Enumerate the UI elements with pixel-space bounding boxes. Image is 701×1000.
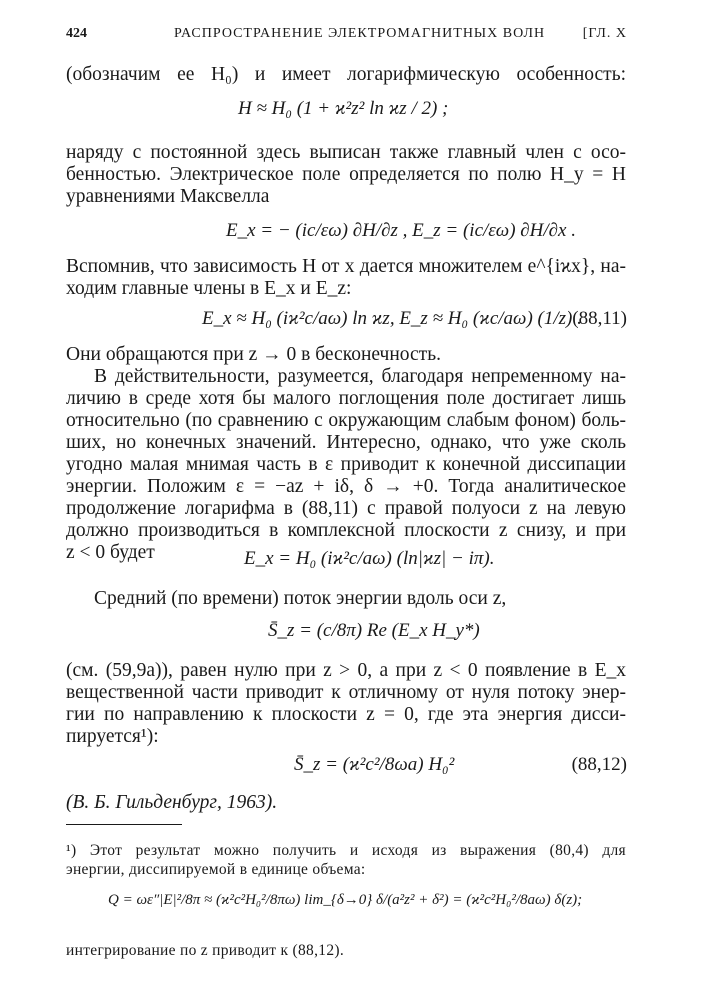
- text-line: z < 0 будет: [66, 542, 155, 563]
- equation-h-approx: H ≈ H₀ (1 + ϰ²z² ln ϰz / 2) ;: [238, 98, 449, 119]
- book-page: 424 РАСПРОСТРАНЕНИЕ ЭЛЕКТРОМАГНИТНЫХ ВОЛН [ГЛ. X (обозначим ее H₀) и имеет логарифмическую особенность: H ≈ H₀ (1 + ϰ²z² ln ϰz / 2) ; наряду с постоянной здесь выписан также главный член с осо- бенностью. Электрическое поле определяется по полю H_y = H уравнениями Максвелла E_x = − (ic/εω) ∂H/∂z , E_z = (ic/εω) ∂H/∂x . Вспомнив, что зависимость H от x дается множителем e^{iϰx}, на- ходим главные члены в E_x и E_z: E_x ≈ H₀ (iϰ²c/aω) ln ϰz, E_z ≈ H₀ (ϰc/aω) (1/z) . (88,11) Они обращаются при z → 0 в бесконечность. В действительности, разумеется, благодаря непременному на- личию в среде хотя бы малого поглощения поле достигает лишь относительно (по сравнению с окружающим слабым фоном) боль- ших, но конечных значений. Интересно, однако, что уже сколь угодно малая мнимая часть в ε приводит к конечной диссипации энергии. Положим ε = −az + iδ, δ → +0. Тогда аналитическое продолжение логарифма в (88,11) с правой полуоси z на левую должно производиться в комплексной плоскости z снизу, и при z < 0 будет E_x = H₀ (iϰ²c/aω) (ln|ϰz| − iπ). Средний (по времени) поток энергии вдоль оси z, S̄_z = (c/8π) Re (E_x H_y*) (см. (59,9а)), равен нулю при z > 0, а при z < 0 появление в E_x вещественной части приводит к отличному от нуля потоку энер- гии по направлению к плоскости z = 0, где эта энергия дисси- пируется¹): S̄_z = (ϰ²c²/8ωa) H₀² (88,12) (В. Б. Гильденбург, 1963). ¹) Этот результат можно получить и исходя из выражения (80,4) для энергии, диссипируемой в единице объема: Q = ωε″|E|²/8π ≈ (ϰ²c²H₀²/8πω) lim_{δ→0} δ/(a²z² + δ²) = (ϰ²c²H₀²/8aω) δ(z); интегрирование по z приводит к (88,12).: [0, 0, 701, 1000]
- equation-energy-flux: S̄_z = (c/8π) Re (E_x H_y*): [268, 620, 480, 641]
- equation-number: (88,12): [571, 754, 627, 775]
- running-title: РАСПРОСТРАНЕНИЕ ЭЛЕКТРОМАГНИТНЫХ ВОЛН: [174, 26, 546, 41]
- footnote-line: энергии, диссипируемой в единице объема:: [66, 861, 366, 878]
- text-line: относительно (по сравнению с окружающим слабым фоном) боль-: [66, 410, 626, 431]
- text-line: (см. (59,9а)), равен нулю при z > 0, а при z < 0 появление в E_x: [66, 660, 626, 681]
- equation-number: (88,11): [572, 308, 627, 329]
- text-line: Вспомнив, что зависимость H от x дается множителем e^{iϰx}, на-: [66, 256, 626, 277]
- text-line: энергии. Положим ε = −az + iδ, δ → +0. Тогда аналитическое: [66, 476, 626, 497]
- footnote-rule: [66, 824, 182, 825]
- text-line: В действительности, разумеется, благодаря непременному на-: [94, 366, 626, 387]
- text-line: (обозначим ее H₀) и имеет логарифмическую особенность:: [66, 64, 626, 85]
- equation-ex-continued: E_x = H₀ (iϰ²c/aω) (ln|ϰz| − iπ).: [244, 548, 495, 569]
- text-line: гии по направлению к плоскости z = 0, где эта энергия дисси-: [66, 704, 626, 725]
- text-line: угодно малая мнимая часть в ε приводит к конечной диссипации: [66, 454, 626, 475]
- text-line: пируется¹):: [66, 726, 159, 747]
- text-line: личию в среде хотя бы малого поглощения поле достигает лишь: [66, 388, 626, 409]
- footnote-line: интегрирование по z приводит к (88,12).: [66, 942, 345, 959]
- running-header: [66, 26, 627, 48]
- text-line: ших, но конечных значений. Интересно, однако, что уже сколь: [66, 432, 626, 453]
- citation: (В. Б. Гильденбург, 1963).: [66, 792, 278, 813]
- text-line: уравнениями Максвелла: [66, 186, 270, 207]
- equation-88-11: E_x ≈ H₀ (iϰ²c/aω) ln ϰz, E_z ≈ H₀ (ϰc/aω) (1/z) . (88,11): [202, 308, 627, 329]
- page-number: 424: [66, 26, 87, 41]
- equation-maxwell: E_x = − (ic/εω) ∂H/∂z , E_z = (ic/εω) ∂H/∂x .: [226, 220, 576, 241]
- chapter-marker: [ГЛ. X: [582, 26, 627, 41]
- text-line: ходим главные члены в E_x и E_z:: [66, 278, 352, 299]
- text-line: продолжение логарифма в (88,11) с правой полуоси z на левую: [66, 498, 626, 519]
- text-line: вещественной части приводит к отличному от нуля потоку энер-: [66, 682, 626, 703]
- footnote-line: ¹) Этот результат можно получить и исходя из выражения (80,4) для: [66, 842, 626, 859]
- text-line: бенностью. Электрическое поле определяется по полю H_y = H: [66, 164, 626, 185]
- equation-88-12: S̄_z = (ϰ²c²/8ωa) H₀² (88,12): [294, 754, 627, 775]
- text-line: должно производиться в комплексной плоскости z снизу, и при: [66, 520, 626, 541]
- text-line: Они обращаются при z → 0 в бесконечность.: [66, 344, 441, 365]
- text-line: наряду с постоянной здесь выписан также главный член с осо-: [66, 142, 626, 163]
- text-line: Средний (по времени) поток энергии вдоль оси z,: [94, 588, 507, 609]
